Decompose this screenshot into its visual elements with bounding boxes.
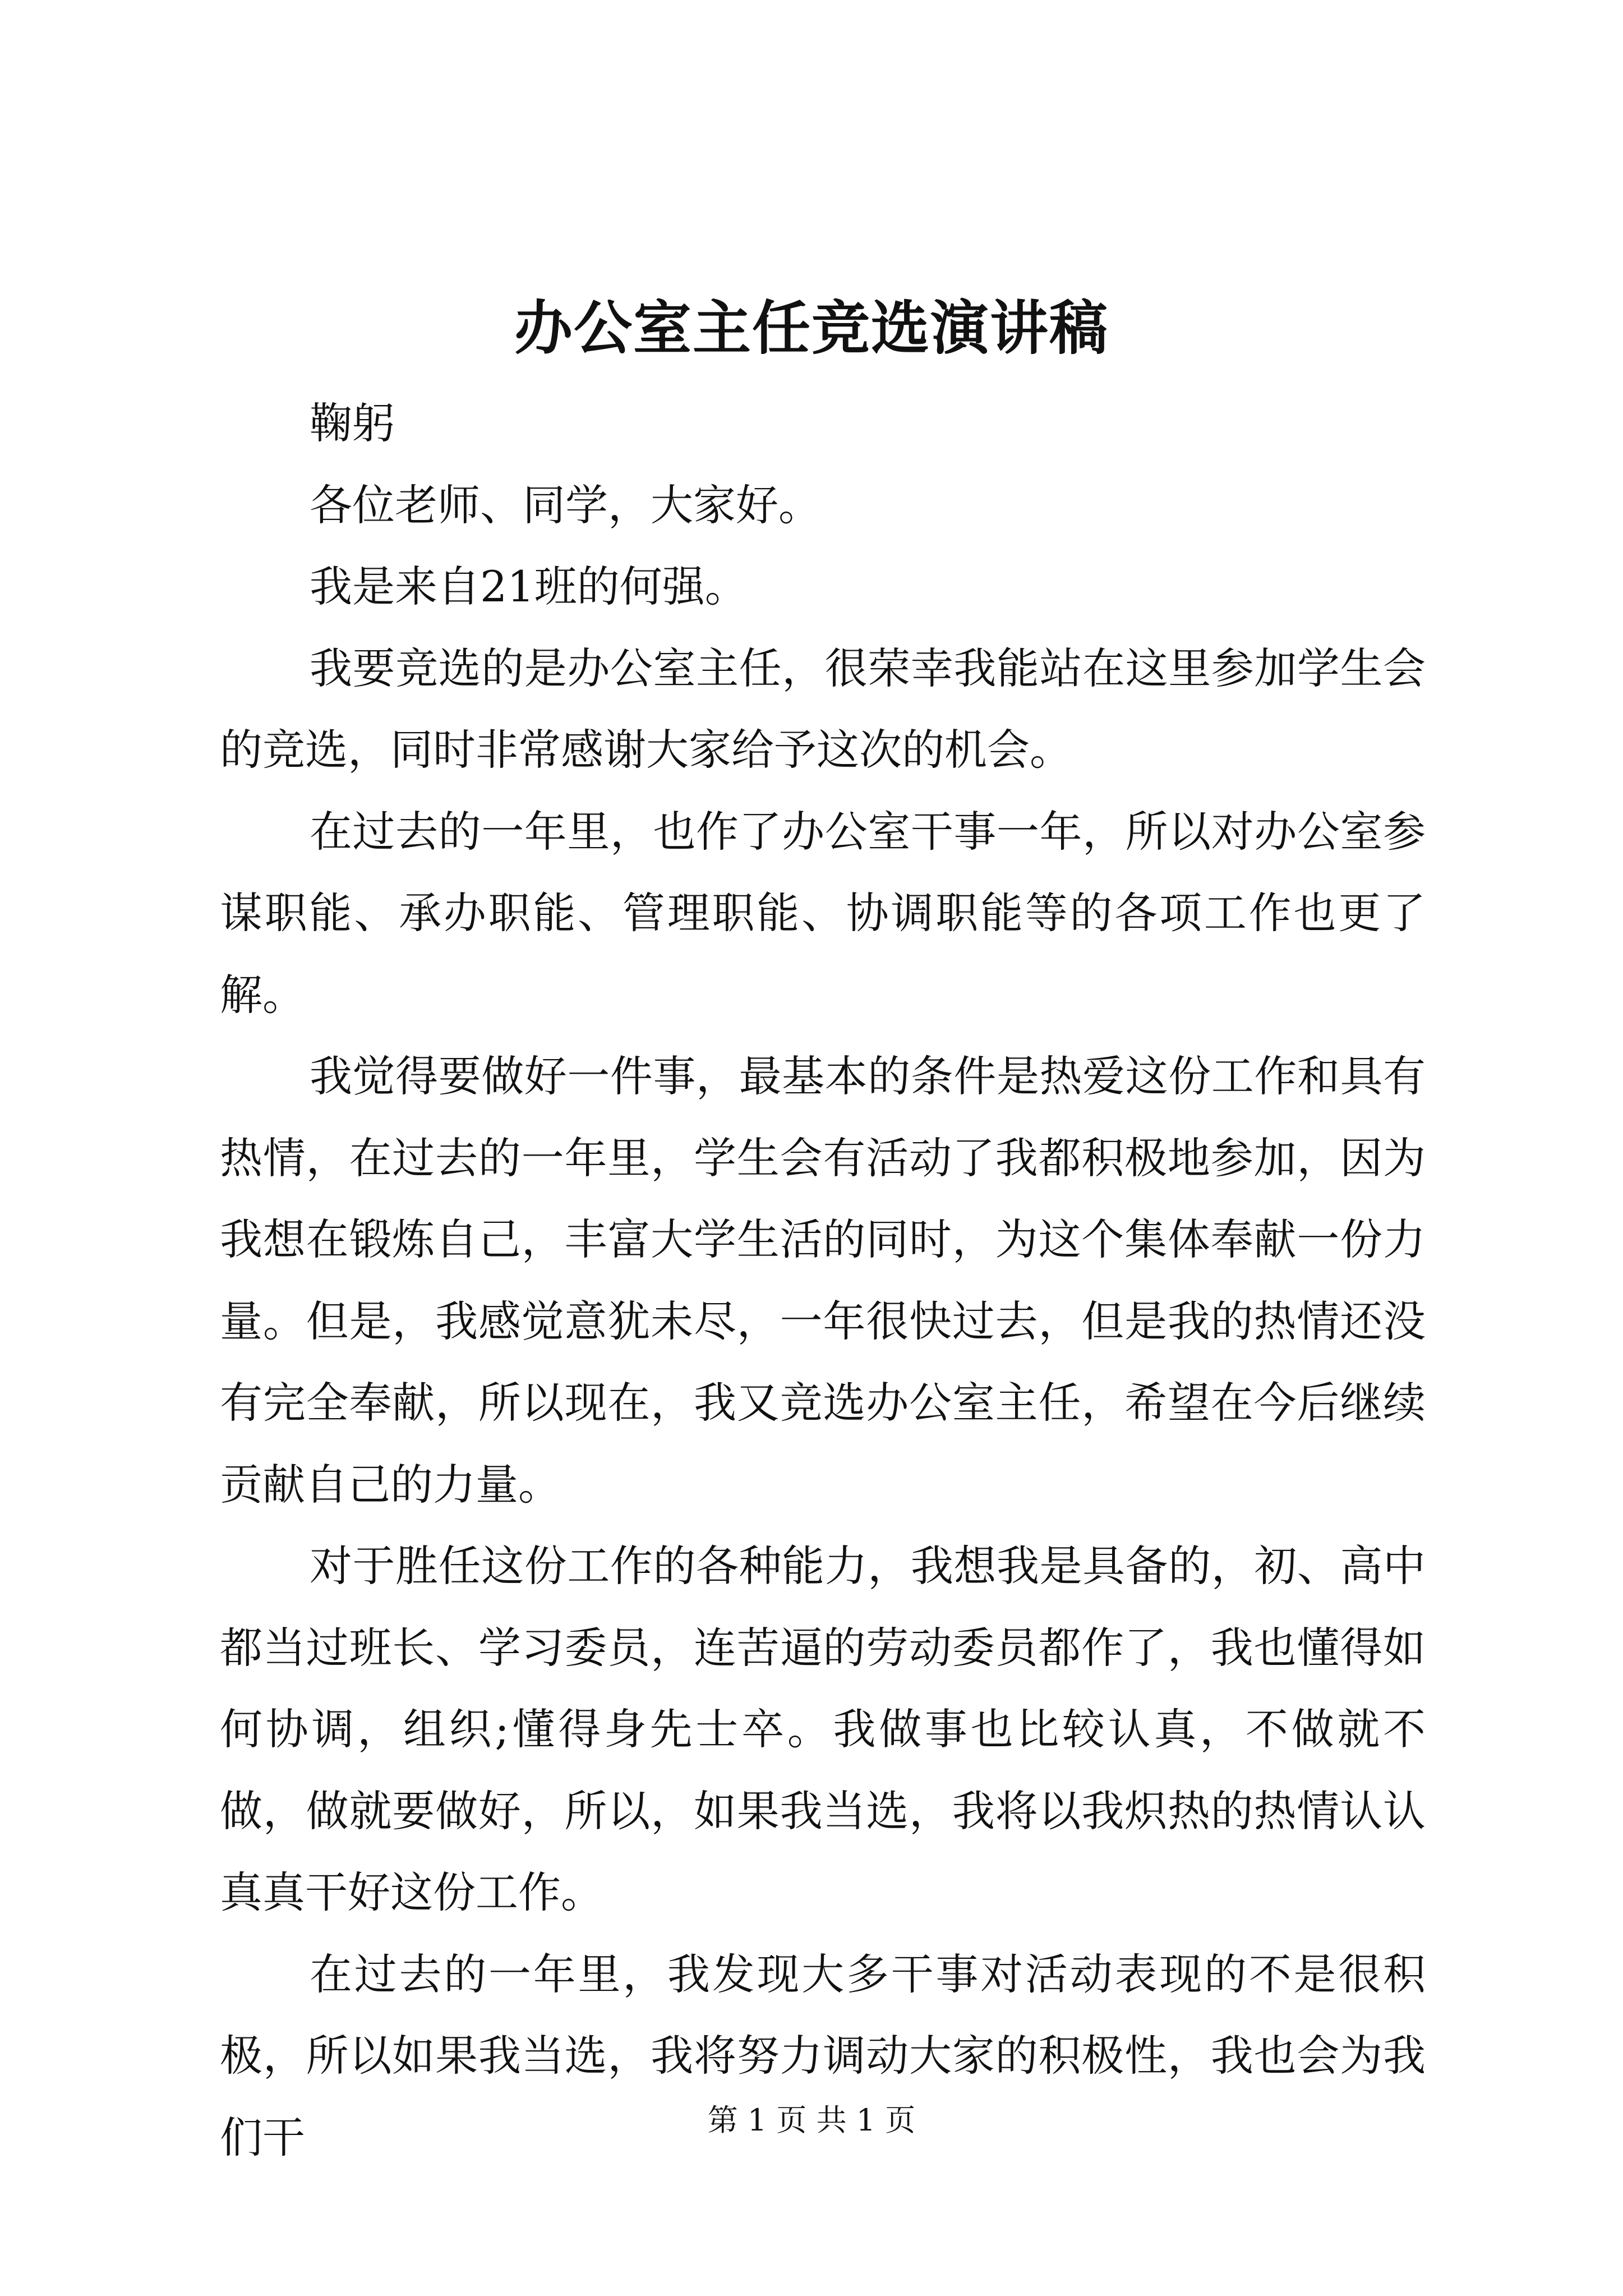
- paragraph: 在过去的一年里，我发现大多干事对活动表现的不是很积极，所以如果我当选，我将努力调动大家的积极性，我也会为我们干: [220, 1949, 1426, 2162]
- paragraph: 各位老师、同学，大家好。: [310, 480, 821, 530]
- paragraph: 我觉得要做好一件事，最基本的条件是热爱这份工作和具有热情，在过去的一年里，学生会有活动了我都积极地参加，因为我想在锻炼自己，丰富大学生活的同时，为这个集体奉献一份力量。但是，我感觉意犹未尽，一年很快过去，但是我的热情还没有完全奉献，所以现在，我又竞选办公室主任，希望在今后继续贡献自己的力量。: [220, 1051, 1426, 1510]
- document-title: 办公室主任竞选演讲稿: [514, 293, 1109, 362]
- paragraph: 我是来自21班的何强。: [310, 562, 748, 611]
- paragraph: 鞠躬: [310, 398, 395, 448]
- paragraph: 对于胜任这份工作的各种能力，我想我是具备的，初、高中都当过班长、学习委员，连苦逼的劳动委员都作了，我也懂得如何协调，组织;懂得身先士卒。我做事也比较认真，不做就不做，做就要做好，所以，如果我当选，我将以我炽热的热情认认真真干好这份工作。: [220, 1541, 1426, 1917]
- document-body: [220, 383, 1426, 2178]
- page-number-footer: 第 1 页 共 1 页: [707, 2102, 916, 2138]
- paragraph: 我要竞选的是办公室主任，很荣幸我能站在这里参加学生会的竞选，同时非常感谢大家给予这次的机会。: [220, 643, 1426, 775]
- paragraph: 在过去的一年里，也作了办公室干事一年，所以对办公室参谋职能、承办职能、管理职能、协调职能等的各项工作也更了解。: [220, 806, 1426, 1020]
